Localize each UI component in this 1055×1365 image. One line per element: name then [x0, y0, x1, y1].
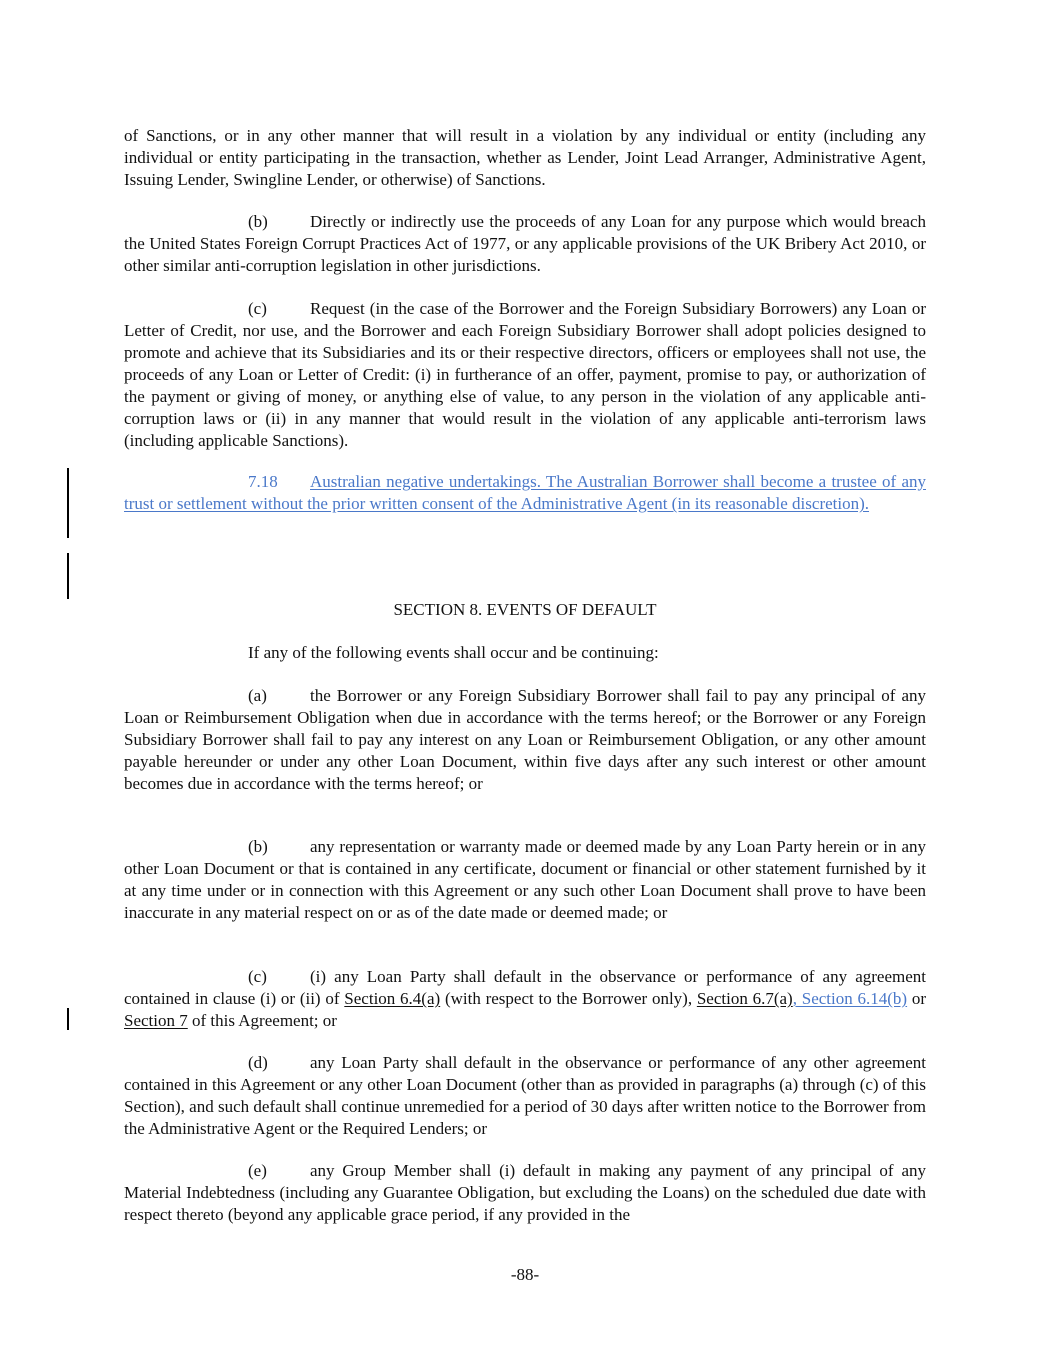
paragraph-text: (with respect to the Borrower only), [440, 989, 697, 1008]
event-a [124, 685, 926, 795]
paragraph-c [124, 298, 926, 452]
section-number: 7.18 [248, 472, 278, 491]
event-e [124, 1160, 926, 1226]
clause-label: (c) [248, 299, 267, 318]
page-number: -88- [510, 1265, 540, 1284]
paragraph-text: (i) any Loan Party shall default in the observance or performance of any agreement contained in clause (i) or (ii) of [124, 967, 926, 1008]
paragraph-text: any Group Member shall (i) default in making any payment of any principal of any Material Indebtedness (including any Guarantee Obligation, but excluding the Loans) on the scheduled due date with respect thereto (beyond any applicable grace period, if any provided in the [124, 1161, 926, 1224]
paragraph-7-18-inserted [124, 471, 926, 515]
paragraph-text: the Borrower or any Foreign Subsidiary Borrower shall fail to pay any principal of any Loan or Reimbursement Obligation when due in accordance with the terms hereof; or the Borrower or any Foreign Subsidiary Borrower shall fail to pay any interest on any Loan or Reimbursement Obligation, or any other amount payable hereunder or under any other Loan Document, within five days after any such interest or other amount becomes due in accordance with the terms hereof; or [124, 686, 926, 793]
event-b [124, 836, 926, 924]
paragraph-text: Australian negative undertakings. The Australian Borrower shall become a trustee of any trust or settlement without the prior written consent of the Administrative Agent (in its reasonable discretion). [124, 472, 926, 513]
clause-label: (e) [248, 1161, 267, 1180]
section-reference: Section 6.7(a) [696, 989, 793, 1008]
inserted-section-reference: , Section 6.14(b) [792, 989, 908, 1008]
paragraph-text: any Loan Party shall default in the observance or performance of any other agreement contained in this Agreement or any other Loan Document (other than as provided in paragraphs (a) through (c) of this Section), and such default shall continue unremedied for a period of 30 days after written notice to the Borrower from the Administrative Agent or the Required Lenders; or [124, 1053, 926, 1138]
paragraph-text: Directly or indirectly use the proceeds of any Loan for any purpose which would breach the United States Foreign Corrupt Practices Act of 1977, or any applicable provisions of the UK Bribery Act 2010, or other similar anti-corruption legislation in other jurisdictions. [124, 212, 926, 275]
paragraph-text: any representation or warranty made or deemed made by any Loan Party herein or in any other Loan Document or that is contained in any certificate, document or financial or other statement furnished by it at any time under or in connection with this Agreement or any such other Loan Document shall prove to have been inaccurate in any material respect on or as of the date made or deemed made; or [124, 837, 926, 922]
clause-label: (b) [248, 837, 268, 856]
change-bar [67, 553, 69, 599]
paragraph-b [124, 211, 926, 277]
section-heading: SECTION 8. EVENTS OF DEFAULT [393, 600, 657, 619]
clause-label: (a) [248, 686, 267, 705]
change-bar [67, 468, 69, 538]
clause-label: (c) [248, 967, 267, 986]
paragraph-text: or [907, 989, 927, 1008]
events-intro [124, 642, 926, 664]
paragraph-text: Request (in the case of the Borrower and the Foreign Subsidiary Borrowers) any Loan or Letter of Credit, nor use, and the Borrower and each Foreign Subsidiary Borrower shall adopt policies designed to promote and achieve that its Subsidiaries and its or their respective directors, officers or employees shall not use, the proceeds of any Loan or Letter of Credit: (i) in furtherance of an offer, payment, promise to pay, or authorization of the payment or giving of money, or anything else of value, to any person in the violation of any applicable anti-corruption laws or (ii) in any manner that would result in the violation of any applicable anti-terrorism laws (including applicable Sanctions). [124, 299, 926, 450]
event-c [124, 966, 926, 1032]
section-reference: Section 6.4(a) [344, 989, 441, 1008]
event-d [124, 1052, 926, 1140]
clause-label: (b) [248, 212, 268, 231]
change-bar [67, 1008, 69, 1030]
paragraph-sanctions-continued [124, 125, 926, 191]
clause-label: (d) [248, 1053, 268, 1072]
paragraph-text: of this Agreement; or [187, 1011, 337, 1030]
paragraph-text: If any of the following events shall occur and be continuing: [248, 643, 659, 662]
paragraph-text: of Sanctions, or in any other manner that will result in a violation by any individual or entity (including any individual or entity participating in the transaction, whether as Lender, Joint Lead Arranger, Administrative Agent, Issuing Lender, Swingline Lender, or otherwise) of Sanctions. [124, 126, 926, 189]
section-reference: Section 7 [124, 1011, 188, 1030]
